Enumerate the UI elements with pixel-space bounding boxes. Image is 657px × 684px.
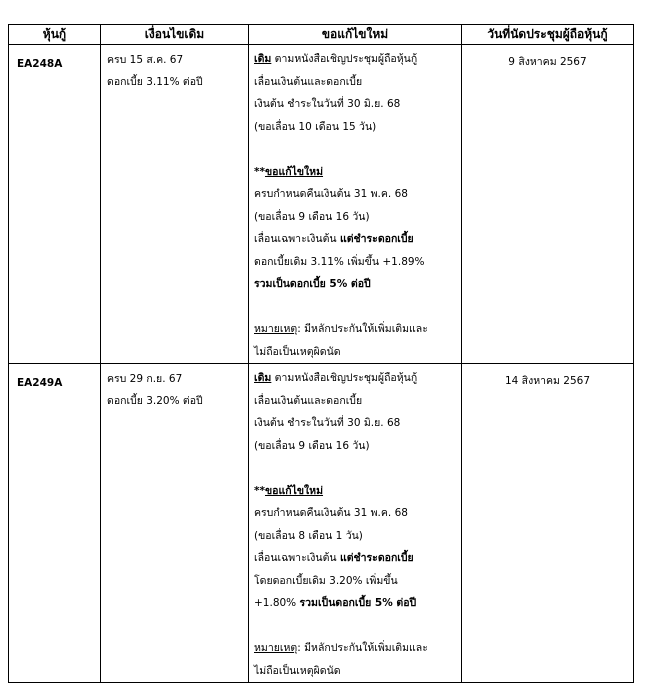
meeting-date: 9 สิงหาคม 2567: [462, 45, 634, 364]
amendment-cell: [249, 364, 462, 683]
header-amendment: ขอแก้ไขใหม่: [249, 25, 462, 45]
old-terms-line: (ขอเลื่อน 9 เดือน 16 วัน): [254, 439, 370, 452]
new-terms-line: เลื่อนเฉพาะเงินต้น แต่ชำระดอกเบี้ย: [254, 552, 414, 564]
original-maturity: ครบ 29 ก.ย. 67: [107, 373, 183, 385]
original-interest: ดอกเบี้ย 3.20% ต่อปี: [107, 395, 203, 407]
new-label: ขอแก้ไขใหม่: [264, 165, 324, 178]
new-terms-line: ครบกำหนดคืนเงินต้น 31 พ.ค. 68: [254, 507, 408, 519]
new-terms-total: รวมเป็นดอกเบี้ย 5% ต่อปี: [254, 278, 371, 290]
original-terms-cell: [101, 364, 249, 683]
original-maturity: ครบ 15 ส.ค. 67: [107, 54, 184, 66]
meeting-date: 14 สิงหาคม 2567: [462, 364, 634, 683]
new-label: ขอแก้ไขใหม่: [264, 484, 324, 497]
table-row: [9, 45, 634, 364]
new-terms-total: +1.80% รวมเป็นดอกเบี้ย 5% ต่อปี: [254, 597, 417, 609]
table-header-row: [9, 25, 634, 45]
note-line: ไม่ถือเป็นเหตุผิดนัด: [254, 345, 341, 358]
old-terms-line: เลื่อนเงินต้นและดอกเบี้ย: [254, 75, 363, 88]
note-label: หมายเหตุ: [254, 642, 298, 654]
new-terms-line: ครบกำหนดคืนเงินต้น 31 พ.ค. 68: [254, 188, 408, 200]
spacer: [254, 138, 457, 161]
header-meeting-date: วันที่นัดประชุมผู้ถือหุ้นกู้: [462, 25, 634, 45]
spacer: [254, 296, 457, 319]
spacer: [254, 615, 457, 638]
old-terms-line: เงินต้น ชำระในวันที่ 30 มิ.ย. 68: [254, 98, 401, 110]
new-terms-heading: **ขอแก้ไขใหม่: [254, 165, 324, 178]
old-terms-line: เลื่อนเงินต้นและดอกเบี้ย: [254, 394, 363, 407]
new-terms-line: (ขอเลื่อน 8 เดือน 1 วัน): [254, 529, 363, 542]
bond-amendment-table: [8, 24, 634, 683]
old-terms-line: เดิม ตามหนังสือเชิญประชุมผู้ถือหุ้นกู้: [254, 53, 418, 65]
note-line: หมายเหตุ: มีหลักประกันให้เพิ่มเติมและ: [254, 642, 428, 654]
bond-code: EA249A: [9, 364, 101, 683]
new-terms-line: โดยดอกเบี้ยเดิม 3.20% เพิ่มขึ้น: [254, 574, 398, 587]
new-terms-heading: **ขอแก้ไขใหม่: [254, 484, 324, 497]
note-line: ไม่ถือเป็นเหตุผิดนัด: [254, 664, 341, 677]
old-label: เดิม: [254, 372, 272, 384]
old-label: เดิม: [254, 53, 272, 65]
new-terms-line: เลื่อนเฉพาะเงินต้น แต่ชำระดอกเบี้ย: [254, 233, 414, 245]
spacer: [254, 457, 457, 480]
table-row: [9, 364, 634, 683]
note-label: หมายเหตุ: [254, 323, 298, 335]
old-terms-line: (ขอเลื่อน 10 เดือน 15 วัน): [254, 120, 377, 133]
bond-code: EA248A: [9, 45, 101, 364]
new-terms-line: ดอกเบี้ยเดิม 3.11% เพิ่มขึ้น +1.89%: [254, 255, 425, 268]
original-interest: ดอกเบี้ย 3.11% ต่อปี: [107, 76, 203, 88]
new-terms-line: (ขอเลื่อน 9 เดือน 16 วัน): [254, 210, 370, 223]
header-bond: หุ้นกู้: [9, 25, 101, 45]
original-terms-cell: [101, 45, 249, 364]
old-terms-line: เงินต้น ชำระในวันที่ 30 มิ.ย. 68: [254, 417, 401, 429]
note-line: หมายเหตุ: มีหลักประกันให้เพิ่มเติมและ: [254, 323, 428, 335]
old-terms-line: เดิม ตามหนังสือเชิญประชุมผู้ถือหุ้นกู้: [254, 372, 418, 384]
amendment-cell: [249, 45, 462, 364]
header-original-terms: เงื่อนไขเดิม: [101, 25, 249, 45]
